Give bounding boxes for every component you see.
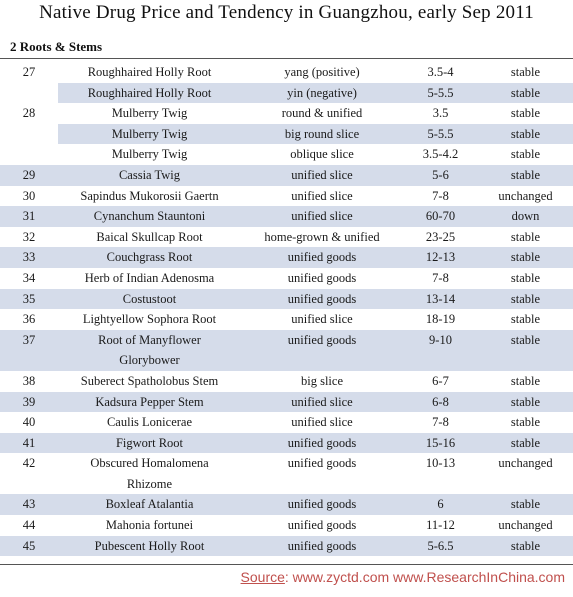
tendency: stable — [510, 497, 541, 512]
specification: unified goods — [287, 518, 357, 533]
source-label: Source — [240, 569, 285, 585]
drug-name — [58, 309, 241, 330]
tendency: stable — [510, 373, 541, 388]
drug-name — [58, 165, 241, 186]
specification: unified slice — [291, 209, 353, 224]
bottom-rule — [0, 564, 573, 565]
specification: unified slice — [291, 415, 353, 430]
page-title: Native Drug Price and Tendency in Guangzhou, early Sep 2011 — [39, 2, 534, 23]
table-row — [0, 309, 573, 330]
price: 5-5.5 — [427, 126, 454, 141]
row-number: 36 — [22, 312, 36, 327]
table-row — [0, 289, 573, 310]
specification: unified slice — [291, 188, 353, 203]
drug-name — [58, 494, 241, 515]
table-row — [0, 144, 573, 165]
row-number: 30 — [22, 188, 36, 203]
tendency: stable — [510, 229, 541, 244]
price: 6-7 — [432, 373, 449, 388]
tendency: stable — [510, 126, 541, 141]
price: 3.5 — [432, 106, 449, 121]
tendency: stable — [510, 85, 541, 100]
specification: unified goods — [287, 332, 357, 347]
specification: yang (positive) — [284, 65, 360, 79]
tendency: stable — [510, 250, 541, 265]
price: 7-8 — [432, 415, 449, 430]
drug-name — [58, 412, 241, 433]
drug-name — [58, 330, 241, 371]
row-number: 27 — [22, 65, 36, 79]
table-row — [0, 247, 573, 268]
drug-name — [58, 536, 241, 557]
drug-name-line: Couchgrass Root — [106, 250, 193, 265]
price: 9-10 — [429, 332, 452, 347]
tendency: stable — [510, 435, 541, 450]
drug-name-line: Mahonia fortunei — [105, 518, 194, 533]
price: 11-12 — [426, 518, 455, 533]
drug-name-line: Mulberry Twig — [111, 106, 188, 121]
tendency: stable — [510, 291, 541, 306]
table-row — [0, 186, 573, 207]
table-row — [0, 536, 573, 557]
specification: unified slice — [291, 167, 353, 182]
source-line — [241, 569, 565, 585]
price: 12-13 — [425, 250, 456, 265]
drug-name — [58, 371, 241, 392]
specification: unified goods — [287, 497, 357, 512]
tendency: down — [511, 209, 540, 224]
row-number: 29 — [22, 167, 36, 182]
table-row — [0, 206, 573, 227]
row-number: 38 — [22, 373, 36, 388]
price: 5-6 — [432, 167, 449, 182]
row-number: 45 — [22, 538, 36, 553]
table-row — [0, 412, 573, 433]
drug-name — [58, 103, 241, 124]
drug-name-line: Sapindus Mukorosii Gaertn — [80, 188, 219, 203]
tendency: unchanged — [498, 188, 553, 203]
drug-name-line: Roughhaired Holly Root — [87, 85, 212, 100]
specification: unified slice — [291, 394, 353, 409]
table-row — [0, 103, 573, 124]
price: 60-70 — [425, 209, 456, 224]
row-number: 28 — [22, 106, 36, 121]
tendency: unchanged — [498, 456, 553, 471]
top-rule — [0, 58, 573, 59]
drug-name — [58, 83, 241, 104]
drug-name-line: Glorybower — [119, 353, 180, 368]
drug-name — [58, 62, 241, 83]
table-row — [0, 330, 573, 371]
drug-name-line: Costustoot — [122, 291, 177, 306]
row-number: 43 — [22, 497, 36, 512]
price: 7-8 — [432, 188, 449, 203]
tendency: stable — [510, 394, 541, 409]
row-number: 35 — [22, 291, 36, 306]
tendency: stable — [510, 270, 541, 285]
table-row — [0, 62, 573, 83]
drug-name — [58, 392, 241, 413]
drug-name-line: Boxleaf Atalantia — [105, 497, 194, 512]
tendency: unchanged — [498, 518, 553, 533]
specification: big round slice — [284, 126, 360, 141]
tendency: stable — [510, 415, 541, 430]
row-number: 33 — [22, 250, 36, 265]
drug-name — [58, 186, 241, 207]
drug-name — [58, 515, 241, 536]
specification: yin (negative) — [287, 85, 357, 100]
drug-name — [58, 227, 241, 248]
drug-name — [58, 289, 241, 310]
drug-name-line: Roughhaired Holly Root — [87, 65, 212, 79]
row-number: 31 — [22, 209, 36, 224]
table-row — [0, 453, 573, 494]
specification: oblique slice — [290, 147, 354, 162]
table-row — [0, 165, 573, 186]
drug-name — [58, 268, 241, 289]
drug-name — [58, 206, 241, 227]
price: 10-13 — [425, 456, 456, 471]
drug-name-line: Root of Manyflower — [98, 332, 201, 347]
drug-name-line: Baical Skullcap Root — [96, 229, 203, 244]
drug-name-line: Cynanchum Stauntoni — [93, 209, 206, 224]
tendency: stable — [510, 167, 541, 182]
table-row — [0, 227, 573, 248]
drug-name-line: Mulberry Twig — [111, 147, 188, 162]
drug-name-line: Suberect Spatholobus Stem — [80, 373, 219, 388]
table-row — [0, 268, 573, 289]
tendency: stable — [510, 312, 541, 327]
drug-name-line: Cassia Twig — [118, 167, 181, 182]
price: 6-8 — [432, 394, 449, 409]
drug-name-line: Herb of Indian Adenosma — [84, 270, 215, 285]
row-number: 40 — [22, 415, 36, 430]
specification: unified goods — [287, 456, 357, 471]
table-row — [0, 494, 573, 515]
specification: big slice — [300, 373, 343, 388]
row-number: 39 — [22, 394, 36, 409]
drug-name-line: Obscured Homalomena — [90, 456, 209, 471]
source-text: : www.zyctd.com www.ResearchInChina.com — [284, 569, 565, 585]
specification: unified slice — [291, 312, 353, 327]
drug-name-line: Mulberry Twig — [111, 126, 188, 141]
row-number: 32 — [22, 229, 36, 244]
drug-name — [58, 247, 241, 268]
specification: unified goods — [287, 435, 357, 450]
price: 5-6.5 — [427, 538, 454, 553]
table-row — [0, 392, 573, 413]
price-table — [0, 62, 573, 556]
drug-name-line: Caulis Lonicerae — [106, 415, 193, 430]
price: 7-8 — [432, 270, 449, 285]
specification: unified goods — [287, 538, 357, 553]
tendency: stable — [510, 65, 541, 79]
specification: home-grown & unified — [264, 229, 380, 244]
section-heading: 2 Roots & Stems — [10, 39, 103, 54]
row-number: 37 — [22, 332, 36, 347]
table-row — [0, 124, 573, 145]
tendency: stable — [510, 106, 541, 121]
tendency: stable — [510, 538, 541, 553]
row-number: 44 — [22, 518, 36, 533]
drug-name — [58, 144, 241, 165]
row-number: 41 — [22, 435, 36, 450]
price: 5-5.5 — [427, 85, 454, 100]
tendency: stable — [510, 332, 541, 347]
table-row — [0, 515, 573, 536]
price: 3.5-4 — [427, 65, 454, 79]
price: 15-16 — [425, 435, 456, 450]
row-number: 34 — [22, 270, 36, 285]
drug-name-line: Pubescent Holly Root — [94, 538, 205, 553]
price: 23-25 — [425, 229, 456, 244]
tendency: stable — [510, 147, 541, 162]
table-row — [0, 371, 573, 392]
drug-name-line: Rhizome — [126, 476, 173, 491]
table-row — [0, 83, 573, 104]
price: 13-14 — [425, 291, 456, 306]
drug-name-line: Figwort Root — [115, 435, 184, 450]
drug-name — [58, 433, 241, 454]
drug-name — [58, 453, 241, 494]
table-row — [0, 433, 573, 454]
row-number: 42 — [22, 456, 36, 471]
specification: unified goods — [287, 250, 357, 265]
specification: unified goods — [287, 291, 357, 306]
drug-name-line: Lightyellow Sophora Root — [82, 312, 217, 327]
drug-name — [58, 124, 241, 145]
drug-name-line: Kadsura Pepper Stem — [95, 394, 204, 409]
price: 3.5-4.2 — [422, 147, 459, 162]
price: 6 — [437, 497, 444, 512]
price: 18-19 — [425, 312, 456, 327]
specification: unified goods — [287, 270, 357, 285]
specification: round & unified — [281, 106, 363, 121]
